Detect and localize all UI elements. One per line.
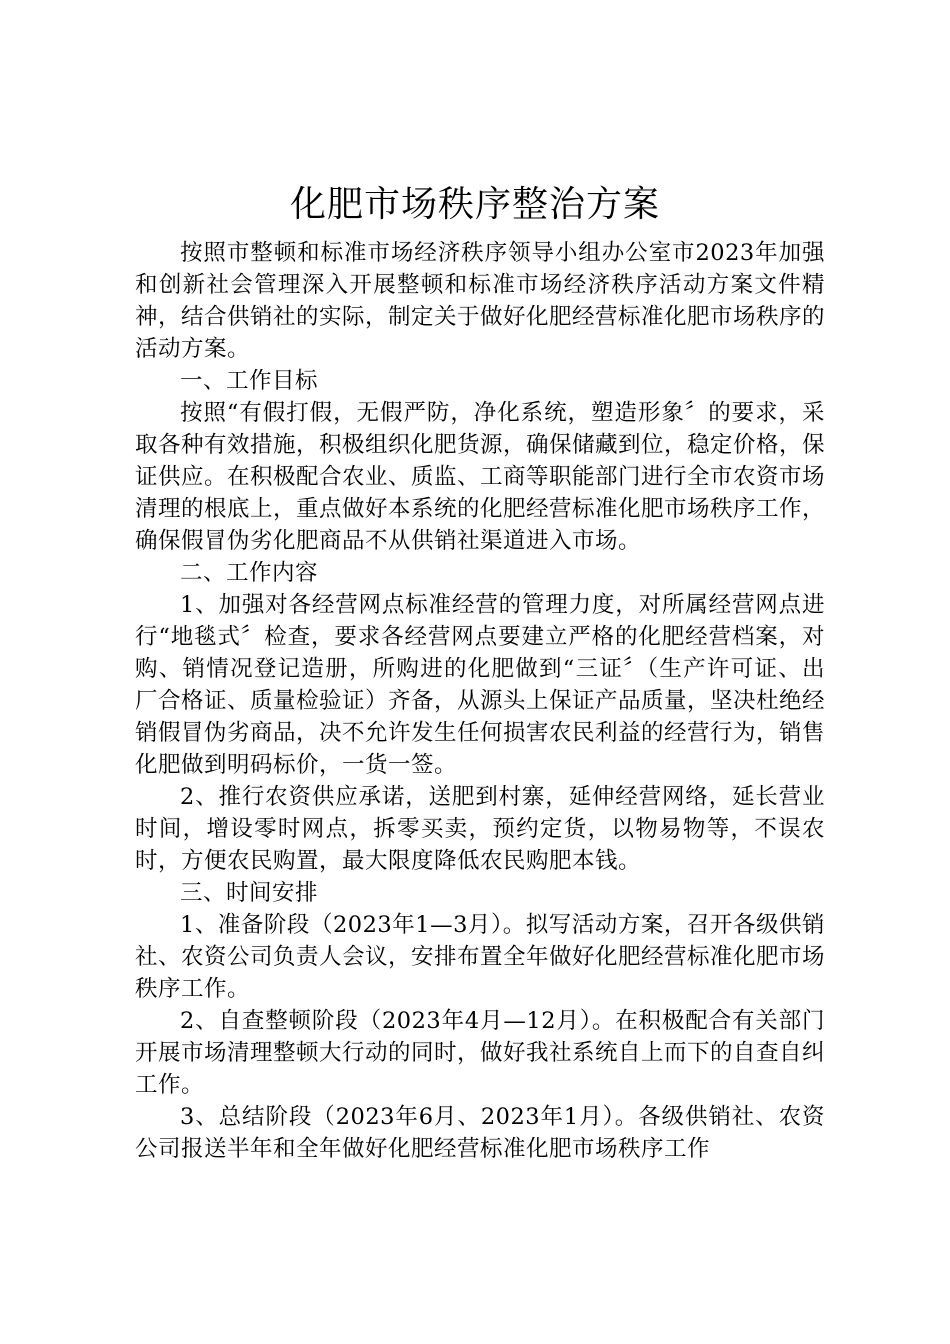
- schedule-item-1: 1、准备阶段（2023年1—3月）。拟写活动方案，召开各级供销社、农资公司负责人会议，安排布置全年做好化肥经营标准化肥市场秩序工作。: [135, 912, 826, 1002]
- schedule-item-3: 3、总结阶段（2023年6月、2023年1月）。各级供销社、农资公司报送半年和全年做好化肥经营标准化肥市场秩序工作: [135, 1104, 825, 1162]
- section-heading-content: 二、工作内容: [180, 560, 319, 586]
- section-heading-schedule: 三、时间安排: [180, 880, 319, 906]
- content-item-1: 1、加强对各经营网点标准经营的管理力度，对所属经营网点进行“地毯式〞检查，要求各经营网点要建立严格的化肥经营档案，对购、销情况登记造册，所购进的化肥做到“三证〞（生产许可证、出厂合格证、质量检验证）齐备，从源头上保证产品质量，坚决杜绝经销假冒伪劣商品，决不允许发生任何损害农民利益的经营行为，销售化肥做到明码标价，一货一签。: [135, 592, 826, 778]
- document-body: [135, 237, 825, 1165]
- goals-paragraph: 按照“有假打假，无假严防，净化系统，塑造形象〞的要求，采取各种有效措施，积极组织化肥货源，确保储藏到位，稳定价格，保证供应。在积极配合农业、质监、工商等职能部门进行全市农资市场清理的根底上，重点做好本系统的化肥经营标准化肥市场秩序工作，确保假冒伪劣化肥商品不从供销社渠道进入市场。: [135, 400, 826, 554]
- intro-paragraph: 按照市整顿和标准市场经济秩序领导小组办公室市2023年加强和创新社会管理深入开展整顿和标准市场经济秩序活动方案文件精神，结合供销社的实际，制定关于做好化肥经营标准化肥市场秩序的活动方案。: [135, 240, 826, 362]
- content-item-2: 2、推行农资供应承诺，送肥到村寨，延伸经营网络，延长营业时间，增设零时网点，拆零买卖，预约定货，以物易物等，不误农时，方便农民购置，最大限度降低农民购肥本钱。: [135, 784, 825, 874]
- section-heading-goals: 一、工作目标: [180, 368, 319, 394]
- document-title: 化肥市场秩序整治方案: [289, 184, 660, 225]
- schedule-item-2: 2、自查整顿阶段（2023年4月—12月）。在积极配合有关部门开展市场清理整顿大行动的同时，做好我社系统自上而下的自查自纠工作。: [135, 1008, 826, 1098]
